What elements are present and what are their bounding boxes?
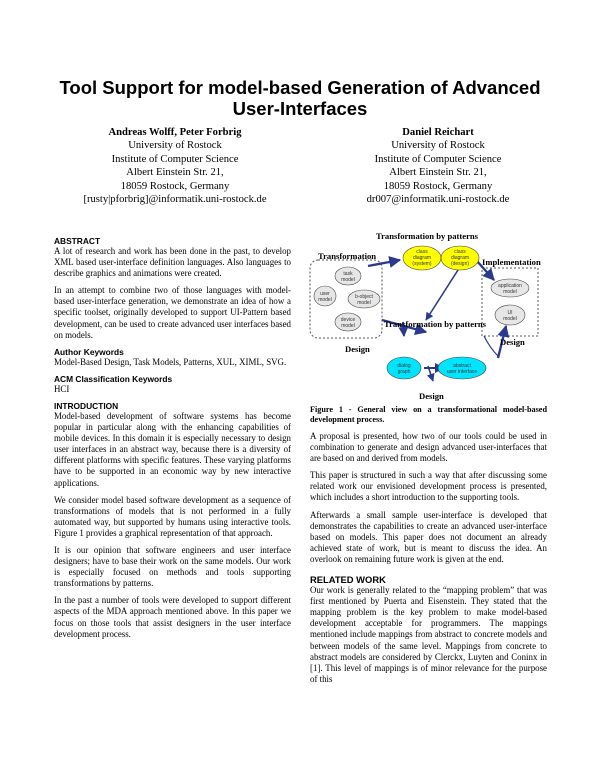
arrow (484, 336, 498, 356)
node-label: user (320, 291, 330, 297)
node-label: user interface (446, 369, 478, 375)
acm-text: HCI (54, 383, 70, 394)
node-label: (system) (412, 261, 432, 267)
left-column (54, 236, 291, 640)
intro-paragraph: In the past a number of tools were developed to support different aspects of the MDA approach mentioned above. In this paper we focus on those tools that assist designers in the user interface development process. (54, 595, 291, 639)
node-label: class (454, 249, 466, 255)
author-email: [rusty|pforbrig]@informatik.uni-rostock.de (83, 194, 267, 206)
node-label: task (343, 271, 353, 277)
node-label: (design) (450, 261, 470, 267)
author-names: Andreas Wolff, Peter Forbrig (108, 127, 242, 138)
author-city: 18059 Rostock, Germany (120, 180, 230, 192)
node-label: b-object (355, 294, 373, 300)
label-design: Design (500, 337, 525, 347)
paper-title: Tool Support for model-based Generation of Advanced User-Interfaces (59, 77, 541, 119)
node-label: model (357, 300, 371, 306)
label-implementation: Implementation (482, 257, 541, 267)
node-label: UI (507, 310, 513, 316)
implementation-box (482, 268, 538, 336)
figure-1-diagram (308, 228, 564, 403)
node-label: graph (397, 369, 411, 375)
node-label: model (503, 316, 517, 322)
node-label: application (498, 283, 522, 289)
related-work-heading: RELATED WORK (310, 574, 386, 586)
label-design: Design (419, 391, 444, 401)
label-design: Design (345, 344, 370, 354)
figure-caption: Figure 1 - General view on a transformational model-based development process. (310, 405, 547, 424)
author-email: dr007@informatik.uni-rostock.de (366, 194, 510, 206)
arrow (426, 270, 458, 320)
keywords-heading: Author Keywords (54, 346, 124, 357)
node-label: model (318, 297, 332, 303)
node-label: device (340, 317, 356, 323)
node-label: class (416, 249, 428, 255)
abstract-heading: ABSTRACT (54, 236, 101, 246)
body-paragraph: Afterwards a small sample user-interface is developed that demonstrates the capabilities to create an advanced user-interface based on models. This paper does not document an already achieved state of work, but is meant to discuss the idea. An overlook on remaining future work is given at the end. (310, 509, 547, 564)
intro-paragraph: We consider model based software development as a sequence of transformations of models that is not performed in a fully automated way, but supported by humans using interactive tools. Figure 1 provides a graphical representation of that approach. (54, 494, 291, 538)
keywords-text: Model-Based Design, Task Models, Patterns, XUL, XIML, SVG. (54, 356, 287, 367)
intro-paragraph: It is our opinion that software engineers and user interface designers; have to base their work on the same models. Our work is especially focused on methods and tools supporting transformations by patterns. (54, 544, 291, 589)
body-paragraph: Our work is generally related to the “mapping problem” that was first mentioned by Puerta and Eisenstein. They stated that the mapping problem is the key problem to make model-based development acceptable for programmers. The mappings mentioned include mappings from abstract to concrete models and between models of the same level. Mappings from concrete to abstract models are considered by Clerckx, Luyten and Coninx in [1]. This level of mappings is of minor relevance for the purpose of this (310, 585, 547, 684)
node-label: dialog (397, 363, 411, 369)
author-block-2 (313, 126, 563, 206)
node-label: model (341, 323, 355, 329)
node-label: diagram (450, 255, 470, 261)
label-transformation-by-patterns: Transformation by patterns (376, 231, 479, 241)
node-label: model (341, 277, 355, 283)
author-affiliation: University of Rostock (128, 140, 222, 152)
acm-heading: ACM Classification Keywords (54, 373, 173, 384)
abstract-paragraph: In an attempt to combine two of those languages with model-based user-interface generation, we demonstrate an idea of how a specific toolset, originally developed to support UI-Pattern based development, can be used to create advanced user interfaces based on models. (54, 285, 291, 340)
node-label: abstract (453, 363, 471, 369)
label-transformation: Transformation (318, 251, 377, 261)
author-block-1 (50, 126, 300, 206)
intro-heading: INTRODUCTION (54, 400, 119, 411)
body-paragraph: A proposal is presented, how two of our tools could be used in combination to generate and design advanced user-interfaces that are based on and derived from models. (310, 431, 547, 464)
right-column (310, 405, 547, 685)
author-names: Daniel Reichart (402, 127, 474, 138)
body-paragraph: This paper is structured in such a way that after discussing some related work our envisioned development process is presented, which includes a short introduction to the supporting tools. (310, 470, 547, 503)
author-street: Albert Einstein Str. 21, (126, 167, 224, 179)
abstract-paragraph: A lot of research and work has been done in the past, to develop XML based user-interface definition languages. Also languages to describe graphics and animations were created. (54, 246, 291, 279)
author-institute: Institute of Computer Science (374, 153, 502, 165)
intro-paragraph: Model-based development of software systems has become popular in particular along with the enhancing capabilities of mobile devices. In this domain it is especially necessary to design user interfaces in an abstract way, because there is a diversity of different platforms with specific features. These varying platforms have to be supported in an economic way by new interactive applications. (54, 410, 291, 488)
author-affiliation: University of Rostock (391, 140, 485, 152)
author-street: Albert Einstein Str. 21, (389, 167, 487, 179)
author-institute: Institute of Computer Science (111, 153, 239, 165)
node-label: model (503, 289, 517, 295)
author-city: 18059 Rostock, Germany (383, 180, 493, 192)
label-transformation-by-patterns: Transformation by patterns (384, 319, 487, 329)
node-label: diagram (412, 255, 432, 261)
